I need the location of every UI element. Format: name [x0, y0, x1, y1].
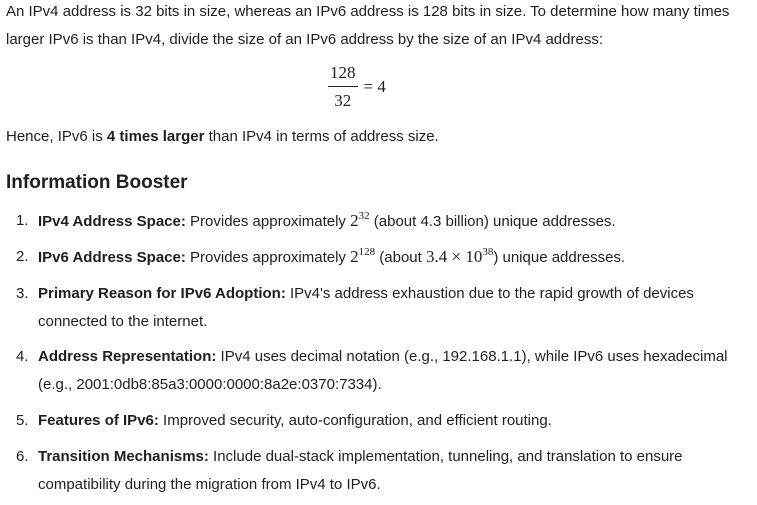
list-item	[16, 343, 736, 399]
item-label: Primary Reason for IPv6 Adoption:	[38, 285, 286, 302]
item-label: Transition Mechanisms:	[38, 448, 209, 465]
list-item	[16, 207, 736, 236]
math-power	[350, 211, 370, 230]
item-body	[38, 407, 736, 435]
math-mantissa: 3.4 × 10	[425, 247, 483, 266]
item-number: 2.	[16, 248, 29, 265]
list-item	[16, 280, 736, 336]
item-body	[38, 280, 736, 336]
math-exponent: 38	[482, 246, 494, 258]
item-number: 1.	[16, 212, 29, 229]
item-label: IPv6 Address Space:	[38, 249, 186, 266]
conclusion-paragraph	[6, 123, 439, 151]
fraction	[328, 62, 358, 112]
list-item	[16, 443, 736, 499]
item-text: Provides approximately	[185, 249, 351, 266]
math-base: 2	[350, 211, 359, 230]
item-number: 5.	[16, 412, 29, 429]
fraction-denominator: 32	[334, 91, 352, 110]
division-formula	[328, 62, 386, 112]
item-number: 3.	[16, 285, 29, 302]
item-body	[38, 443, 736, 499]
conclusion-text-before: Hence, IPv6 is	[6, 128, 107, 145]
item-text: (about	[375, 249, 426, 266]
item-text: IPv4's address exhaustion due to the rapid growth of devices connected to the internet.	[38, 285, 694, 330]
booster-heading: Information Booster	[6, 172, 188, 193]
math-scientific	[426, 247, 493, 266]
math-exponent: 128	[358, 246, 376, 258]
item-label: Features of IPv6:	[38, 412, 159, 429]
item-body	[38, 243, 736, 272]
item-text: Include dual-stack implementation, tunneling, and translation to ensure compatibility during the migration from IPv4 to IPv6.	[38, 448, 683, 493]
formula-result: = 4	[363, 77, 386, 96]
intro-paragraph: An IPv4 address is 32 bits in size, whereas an IPv6 address is 128 bits in size. To determine how many times larger IPv6 is than IPv4, divide the size of an IPv6 address by the size of an IPv4 address:	[6, 3, 730, 48]
math-exponent: 32	[358, 210, 370, 222]
item-number: 6.	[16, 448, 29, 465]
item-text: Provides approximately	[185, 213, 351, 230]
item-label: IPv4 Address Space:	[38, 213, 186, 230]
item-body	[38, 207, 736, 236]
conclusion-text-after: than IPv4 in terms of address size.	[204, 128, 439, 145]
item-text: Improved security, auto-configuration, and efficient routing.	[158, 412, 552, 429]
item-label: Address Representation:	[38, 348, 217, 365]
item-text: ) unique addresses.	[493, 249, 626, 266]
item-body	[38, 343, 736, 399]
item-text: (about 4.3 billion) unique addresses.	[369, 213, 616, 230]
math-power	[350, 247, 375, 266]
list-item	[16, 243, 736, 272]
conclusion-bold: 4 times larger	[106, 128, 205, 145]
item-text: IPv4 uses decimal notation (e.g., 192.168.1.1), while IPv6 uses hexadecimal (e.g., 2001:0db8:85a3:0000:0000:8a2e:0370:7334).	[38, 348, 728, 393]
item-number: 4.	[16, 348, 29, 365]
list-item	[16, 407, 736, 435]
math-base: 2	[350, 247, 359, 266]
fraction-numerator: 128	[330, 63, 356, 82]
